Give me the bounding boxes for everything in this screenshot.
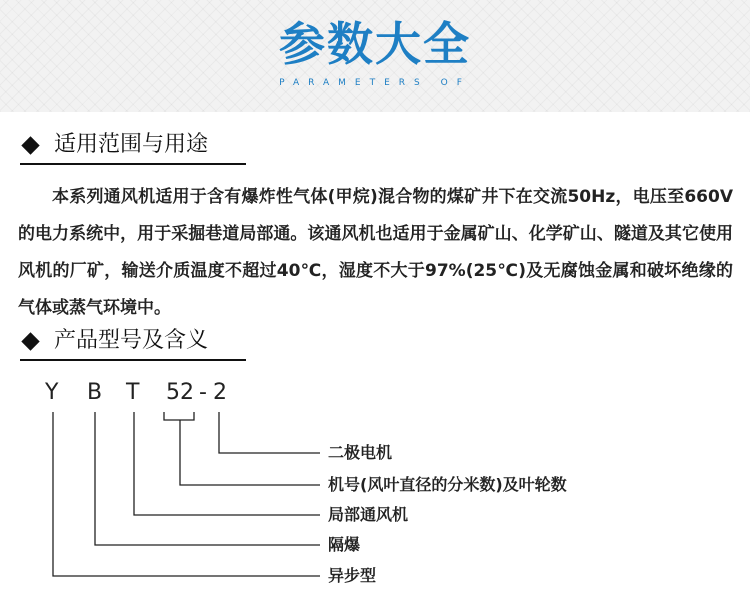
bracket-line-machine-number bbox=[164, 412, 194, 420]
section-title: 产品型号及含义 bbox=[54, 328, 209, 353]
meaning-two-pole-motor: 二极电机 bbox=[328, 443, 393, 462]
meaning-asynchronous: 异步型 bbox=[328, 566, 377, 585]
model-machine-number: 52 bbox=[166, 380, 194, 405]
bracket-line-flameproof bbox=[95, 412, 320, 545]
bracket-line-async bbox=[53, 412, 320, 576]
model-letter-b: B bbox=[87, 380, 103, 405]
model-letter-t: T bbox=[126, 380, 140, 405]
bracket-line-two-pole bbox=[219, 412, 320, 453]
model-letter-y: Y bbox=[45, 380, 59, 405]
paragraph-text: 本系列通风机适用于含有爆炸性气体(甲烷)混合物的煤矿井下在交流50Hz，电压至660V的电力系统中，用于采掘巷道局部通。该通风机也适用于金属矿山、化学矿山、隧道及其它使用风机的厂矿，输送介质温度不超过40℃，湿度不大于97%(25℃)及无腐蚀金属和破坏绝缘的气体或蒸气环境中。 bbox=[18, 187, 733, 318]
banner-title: 参数大全 bbox=[279, 17, 471, 71]
banner-subtitle: PARAMETERS OF bbox=[279, 78, 471, 88]
bracket-line-local-fan bbox=[134, 412, 320, 515]
model-dash: - bbox=[199, 380, 207, 405]
meaning-flameproof: 隔爆 bbox=[328, 535, 361, 554]
model-blade-count: 2 bbox=[213, 380, 227, 405]
meaning-machine-number: 机号(风叶直径的分米数)及叶轮数 bbox=[328, 475, 567, 494]
meaning-local-fan: 局部通风机 bbox=[328, 505, 409, 524]
section-title: 适用范围与用途 bbox=[54, 132, 209, 157]
